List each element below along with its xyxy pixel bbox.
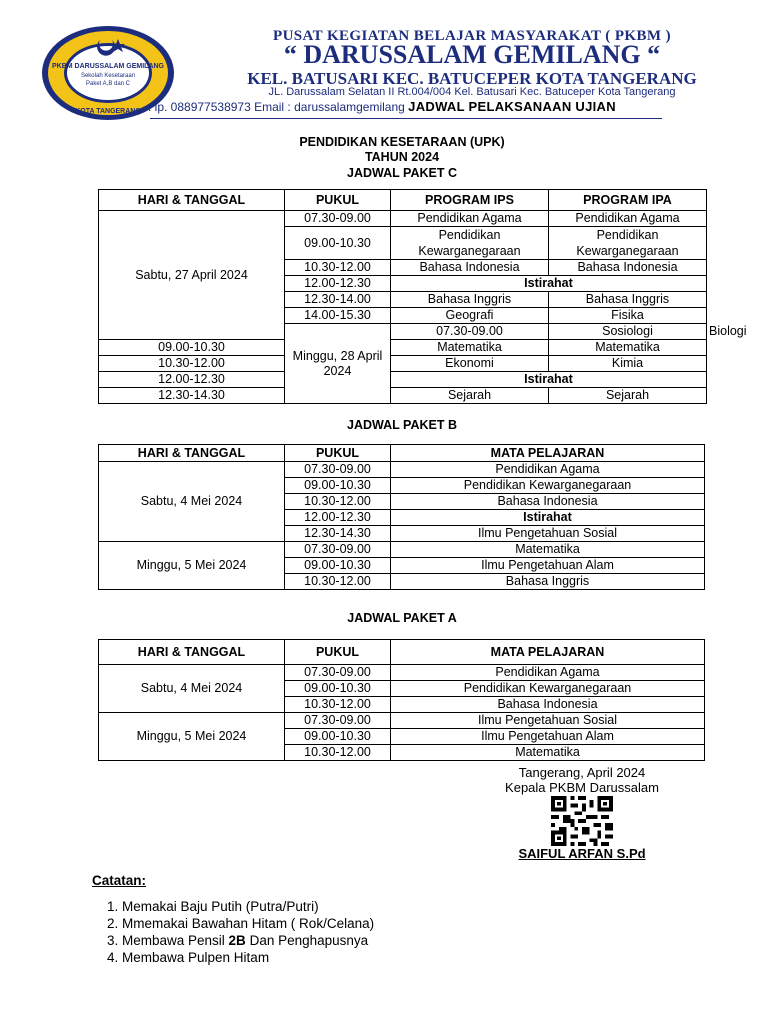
list-item: 4. Membawa Pulpen Hitam bbox=[122, 949, 374, 966]
col-header-time: PUKUL bbox=[285, 640, 391, 665]
time-cell: 07.30-09.00 bbox=[285, 665, 391, 681]
break-cell: Istirahat bbox=[391, 276, 707, 292]
table-header-row bbox=[99, 190, 707, 211]
header-divider bbox=[150, 118, 662, 119]
schedule-heading: JADWAL PELAKSANAAN UJIAN bbox=[408, 99, 616, 114]
time-cell: 12.30-14.30 bbox=[285, 526, 391, 542]
break-cell: Istirahat bbox=[391, 372, 707, 388]
subject-cell: Ilmu Pengetahuan Alam bbox=[391, 729, 705, 745]
col-header-date: HARI & TANGGAL bbox=[99, 190, 285, 211]
ipa-cell: Pendidikan Kewarganegaraan bbox=[549, 227, 707, 260]
time-cell: 10.30-12.00 bbox=[285, 260, 391, 276]
col-header-time: PUKUL bbox=[285, 445, 391, 462]
time-cell: 10.30-12.00 bbox=[285, 494, 391, 510]
org-contact bbox=[148, 99, 616, 114]
subject-cell: Pendidikan Agama bbox=[391, 665, 705, 681]
ips-cell: Sosiologi bbox=[549, 324, 707, 340]
day-cell: Sabtu, 4 Mei 2024 bbox=[99, 462, 285, 542]
table-row bbox=[99, 713, 705, 729]
table-row bbox=[99, 372, 707, 388]
table-row bbox=[99, 356, 707, 372]
table-row bbox=[99, 388, 707, 404]
ipa-cell: Pendidikan Agama bbox=[549, 211, 707, 227]
svg-text:Sekolah Kesetaraan: Sekolah Kesetaraan bbox=[80, 73, 136, 79]
ips-cell: Ekonomi bbox=[391, 356, 549, 372]
paket-b-table bbox=[98, 444, 705, 590]
subject-cell: Bahasa Indonesia bbox=[391, 494, 705, 510]
col-header-date: HARI & TANGGAL bbox=[99, 445, 285, 462]
paket-a-table bbox=[98, 639, 705, 761]
table-row bbox=[99, 211, 707, 227]
ipa-cell: Kimia bbox=[549, 356, 707, 372]
time-cell: 10.30-12.00 bbox=[285, 574, 391, 590]
col-header-ipa: PROGRAM IPA bbox=[549, 190, 707, 211]
table-row bbox=[99, 665, 705, 681]
table-header-row bbox=[99, 640, 705, 665]
subject-cell: Ilmu Pengetahuan Alam bbox=[391, 558, 705, 574]
ipa-cell: Matematika bbox=[549, 340, 707, 356]
subject-cell: Ilmu Pengetahuan Sosial bbox=[391, 526, 705, 542]
note-text-rest: Dan Penghapusnya bbox=[245, 933, 369, 948]
col-header-date: HARI & TANGGAL bbox=[99, 640, 285, 665]
ipa-cell: Bahasa Indonesia bbox=[549, 260, 707, 276]
time-cell: 12.00-12.30 bbox=[285, 276, 391, 292]
contact-text: . lp. 088977538973 Email : darussalamgemilang bbox=[148, 100, 405, 114]
time-cell: 07.30-09.00 bbox=[285, 713, 391, 729]
ips-cell: Pendidikan Kewarganegaraan bbox=[391, 227, 549, 260]
subject-cell: Pendidikan Agama bbox=[391, 462, 705, 478]
day-cell: Minggu, 5 Mei 2024 bbox=[99, 542, 285, 590]
time-cell: 09.00-10.30 bbox=[285, 558, 391, 574]
signature-place-date: Tangerang, April 2024 bbox=[518, 765, 646, 780]
col-header-subject: MATA PELAJARAN bbox=[391, 445, 705, 462]
list-item bbox=[122, 932, 374, 949]
subject-cell: Bahasa Inggris bbox=[391, 574, 705, 590]
time-cell: 10.30-12.00 bbox=[99, 356, 285, 372]
break-cell: Istirahat bbox=[391, 510, 705, 526]
org-location: KEL. BATUSARI KEC. BATUCEPER KOTA TANGERANG bbox=[247, 69, 697, 88]
note-text: Membawa Pensil bbox=[122, 933, 229, 948]
paket-b-title: JADWAL PAKET B bbox=[347, 418, 457, 432]
ips-cell: Sejarah bbox=[391, 388, 549, 404]
ips-cell: Matematika bbox=[391, 340, 549, 356]
svg-text:PKBM DARUSSALAM GEMILANG: PKBM DARUSSALAM GEMILANG bbox=[52, 63, 164, 70]
time-cell: 12.00-12.30 bbox=[285, 510, 391, 526]
time-cell: 12.00-12.30 bbox=[99, 372, 285, 388]
org-title: “ DARUSSALAM GEMILANG “ bbox=[283, 40, 661, 69]
table-row bbox=[99, 462, 705, 478]
signature-name: SAIFUL ARFAN S.Pd bbox=[518, 846, 646, 861]
ips-cell: Bahasa Indonesia bbox=[391, 260, 549, 276]
time-cell: 09.00-10.30 bbox=[285, 729, 391, 745]
note-bold-text: 2B bbox=[228, 933, 246, 948]
paket-a-title: JADWAL PAKET A bbox=[347, 611, 457, 625]
day-cell: Minggu, 28 April 2024 bbox=[285, 324, 391, 404]
notes-list bbox=[92, 898, 374, 966]
table-row bbox=[99, 542, 705, 558]
ips-cell: Pendidikan Agama bbox=[391, 211, 549, 227]
time-cell: 10.30-12.00 bbox=[285, 697, 391, 713]
ips-cell: Bahasa Inggris bbox=[391, 292, 549, 308]
subject-cell: Ilmu Pengetahuan Sosial bbox=[391, 713, 705, 729]
list-item: 1. Memakai Baju Putih (Putra/Putri) bbox=[122, 898, 374, 915]
time-cell: 07.30-09.00 bbox=[391, 324, 549, 340]
time-cell: 07.30-09.00 bbox=[285, 211, 391, 227]
notes-title: Catatan: bbox=[92, 873, 147, 888]
time-cell: 10.30-12.00 bbox=[285, 745, 391, 761]
time-cell: 07.30-09.00 bbox=[285, 462, 391, 478]
subject-cell: Matematika bbox=[391, 542, 705, 558]
svg-text:Paket A,B dan C: Paket A,B dan C bbox=[85, 81, 131, 87]
doc-title-line2: TAHUN 2024 bbox=[364, 150, 440, 164]
signature-position: Kepala PKBM Darussalam bbox=[505, 780, 659, 795]
time-cell: 12.30-14.30 bbox=[99, 388, 285, 404]
time-cell: 09.00-10.30 bbox=[285, 478, 391, 494]
svg-text:KOTA TANGERANG: KOTA TANGERANG bbox=[75, 108, 141, 115]
table-row: Minggu, 28 April 2024 07.30-09.00 Sosiologi Biologi bbox=[99, 324, 707, 340]
ips-cell: Geografi bbox=[391, 308, 549, 324]
col-header-ips: PROGRAM IPS bbox=[391, 190, 549, 211]
doc-title-line3: JADWAL PAKET C bbox=[347, 166, 457, 180]
ipa-cell: Sejarah bbox=[549, 388, 707, 404]
col-header-subject: MATA PELAJARAN bbox=[391, 640, 705, 665]
time-cell: 09.00-10.30 bbox=[285, 681, 391, 697]
day-cell: Sabtu, 4 Mei 2024 bbox=[99, 665, 285, 713]
subject-cell: Matematika bbox=[391, 745, 705, 761]
org-name-line: PUSAT KEGIATAN BELAJAR MASYARAKAT ( PKBM ) bbox=[273, 28, 671, 44]
time-cell: 09.00-10.30 bbox=[285, 227, 391, 260]
table-row bbox=[99, 340, 707, 356]
day-cell: Minggu, 5 Mei 2024 bbox=[99, 713, 285, 761]
notes-section bbox=[92, 873, 374, 966]
paket-c-table bbox=[98, 189, 747, 404]
qr-code-icon bbox=[550, 796, 614, 846]
day-cell: Sabtu, 27 April 2024 bbox=[99, 211, 285, 340]
list-item: 2. Mmemakai Bawahan Hitam ( Rok/Celana) bbox=[122, 915, 374, 932]
subject-cell: Pendidikan Kewarganegaraan bbox=[391, 681, 705, 697]
time-cell: 07.30-09.00 bbox=[285, 542, 391, 558]
table-header-row bbox=[99, 445, 705, 462]
ipa-cell: Fisika bbox=[549, 308, 707, 324]
ipa-cell: Bahasa Inggris bbox=[549, 292, 707, 308]
doc-title-line1: PENDIDIKAN KESETARAAN (UPK) bbox=[299, 135, 505, 149]
col-header-time: PUKUL bbox=[285, 190, 391, 211]
subject-cell: Bahasa Indonesia bbox=[391, 697, 705, 713]
time-cell: 12.30-14.00 bbox=[285, 292, 391, 308]
time-cell: 09.00-10.30 bbox=[99, 340, 285, 356]
org-address: JL. Darussalam Selatan II Rt.004/004 Kel. Batusari Kec. Batuceper Kota Tangerang bbox=[268, 86, 676, 98]
subject-cell: Pendidikan Kewarganegaraan bbox=[391, 478, 705, 494]
time-cell: 14.00-15.30 bbox=[285, 308, 391, 324]
